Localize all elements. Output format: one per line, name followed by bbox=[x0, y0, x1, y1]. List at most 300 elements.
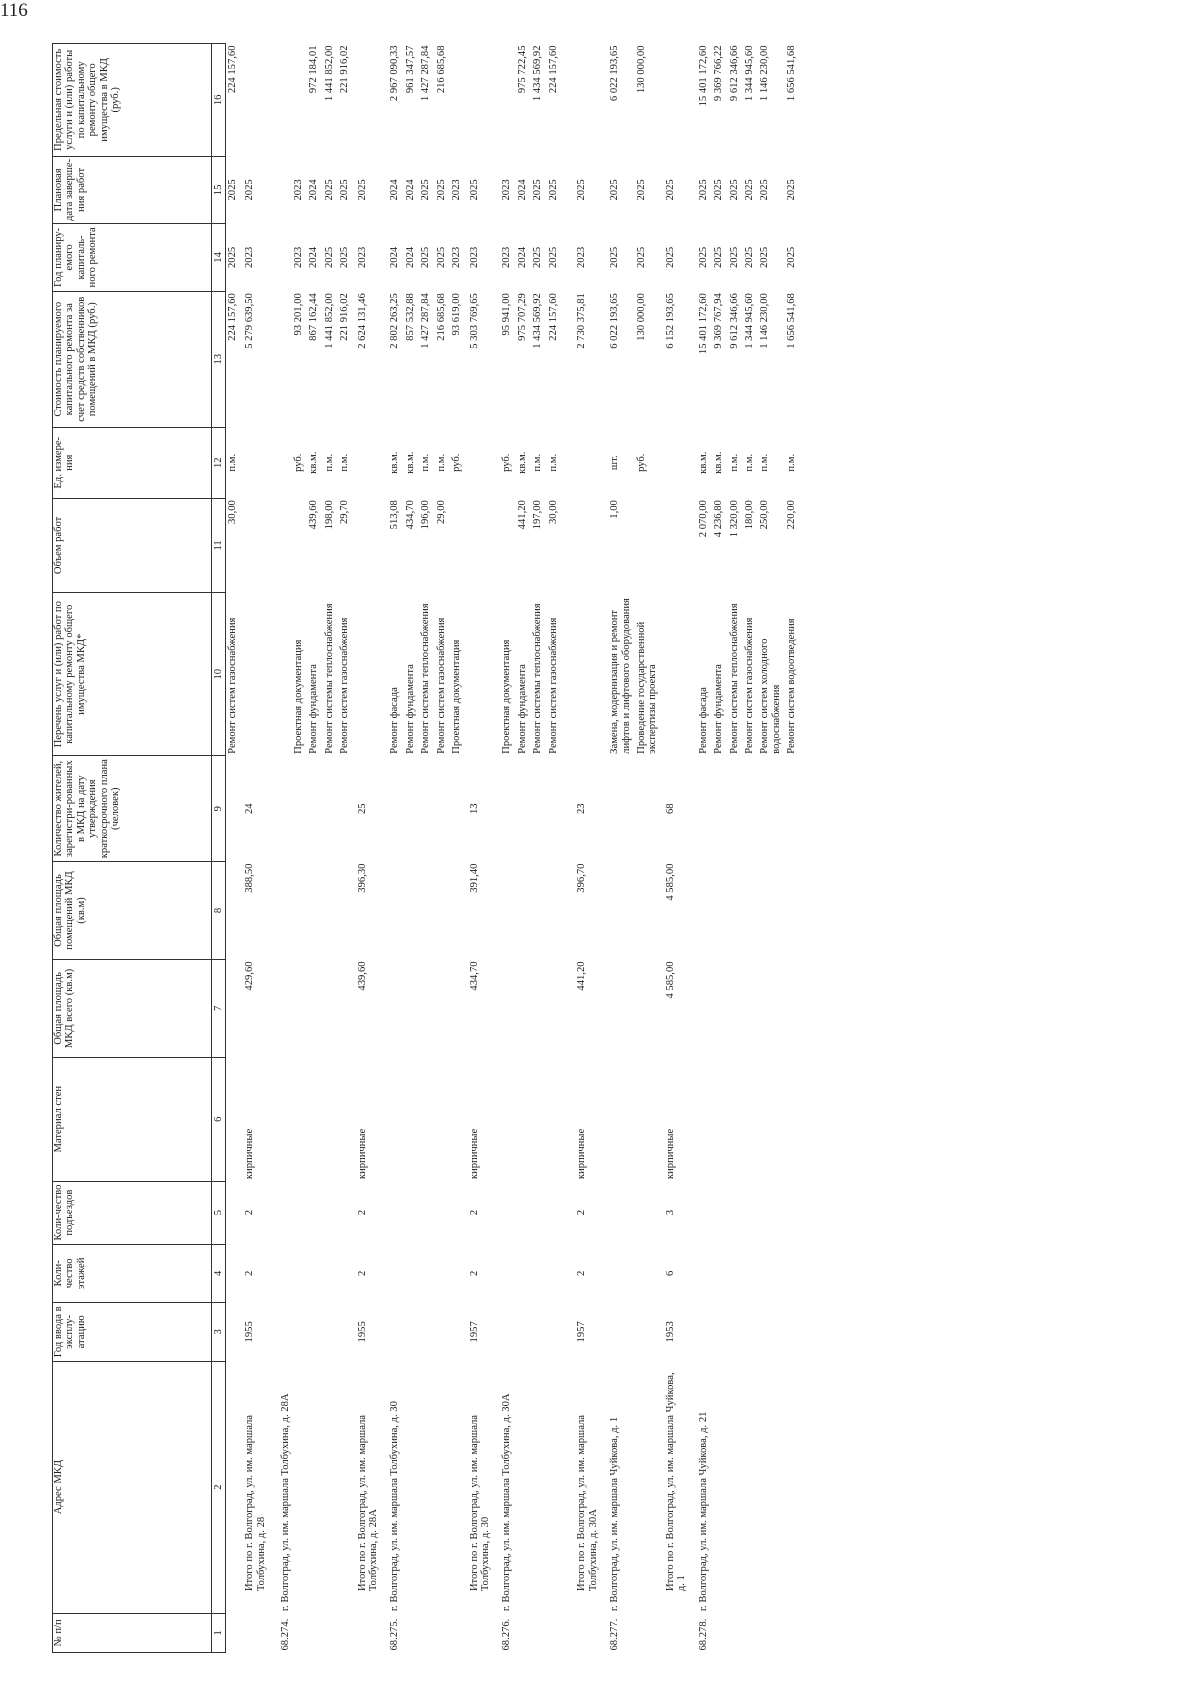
col-header: Предельная стоимость услуги и (или) работы по капитальному ремонту общего имущества в МКД (руб.) bbox=[53, 44, 212, 157]
address-cell bbox=[226, 1361, 242, 1613]
unit-cell: п.м. bbox=[420, 453, 432, 472]
cost-limit-cell: 1 344 945,60 bbox=[744, 45, 755, 102]
planned-cost-cell: 5 303 769,65 bbox=[468, 293, 480, 349]
table-row bbox=[354, 44, 389, 1653]
row-number bbox=[758, 1613, 785, 1652]
work-type-cell bbox=[662, 593, 697, 756]
premises-area-cell bbox=[635, 862, 662, 960]
address-cell bbox=[419, 1361, 434, 1613]
total-area-cell bbox=[608, 959, 635, 1057]
total-area-cell bbox=[307, 959, 322, 1057]
work-type-cell: Ремонт систем газоснабжения bbox=[227, 617, 238, 754]
wall-material-cell: кирпичные bbox=[356, 1128, 368, 1180]
year-built-cell bbox=[338, 1303, 353, 1362]
repair-year-cell: 2025 bbox=[635, 246, 647, 268]
work-type-cell: Ремонт фасада bbox=[389, 687, 401, 754]
cost-limit-cell bbox=[562, 44, 608, 157]
planned-cost-cell: 975 707,29 bbox=[516, 293, 528, 341]
floors-cell bbox=[608, 1244, 635, 1303]
cost-limit-cell bbox=[450, 44, 465, 157]
unit-cell bbox=[276, 427, 291, 498]
cost-limit-cell: 1 441 852,00 bbox=[323, 45, 335, 102]
floors-cell bbox=[404, 1244, 419, 1303]
residents-cell bbox=[531, 756, 546, 862]
cost-limit-cell: 224 157,60 bbox=[227, 45, 238, 94]
row-number bbox=[531, 1613, 546, 1652]
table-row bbox=[276, 44, 291, 1653]
unit-cell: п.м. bbox=[786, 453, 798, 472]
end-date-cell: 2025 bbox=[547, 179, 559, 201]
repair-year-cell: 2024 bbox=[308, 246, 320, 268]
entrances-cell bbox=[450, 1181, 465, 1244]
entrances-cell: 3 bbox=[664, 1209, 676, 1216]
premises-area-cell bbox=[388, 862, 403, 960]
floors-cell bbox=[323, 1244, 338, 1303]
wall-material-cell bbox=[435, 1057, 450, 1181]
unit-cell: п.м. bbox=[532, 453, 544, 472]
wall-material-cell: кирпичные bbox=[664, 1128, 676, 1180]
year-built-cell bbox=[608, 1303, 635, 1362]
cost-limit-cell: 9 612 346,66 bbox=[728, 45, 740, 102]
cost-limit-cell: 9 369 766,22 bbox=[713, 45, 725, 102]
table-row bbox=[419, 44, 434, 1653]
table-row bbox=[226, 44, 242, 1653]
col-header: Количество жителей, зарегистри-рованных в МКД на дату утверждения краткосрочного плана (человек) bbox=[53, 756, 212, 862]
planned-cost-cell: 93 619,00 bbox=[451, 293, 463, 336]
total-area-cell bbox=[743, 959, 758, 1057]
premises-area-cell: 4 585,00 bbox=[664, 863, 676, 901]
wall-material-cell: кирпичные bbox=[468, 1128, 480, 1180]
address-cell bbox=[547, 1361, 562, 1613]
year-built-cell bbox=[697, 1303, 712, 1362]
residents-cell bbox=[388, 756, 403, 862]
total-area-cell bbox=[276, 959, 291, 1057]
unit-cell: п.м. bbox=[728, 453, 740, 472]
year-built-cell bbox=[547, 1303, 562, 1362]
address-cell bbox=[728, 1361, 743, 1613]
total-area-cell bbox=[419, 959, 434, 1057]
premises-area-cell bbox=[292, 862, 307, 960]
planned-cost-cell: 1 434 569,92 bbox=[532, 293, 544, 349]
col-header: Стоимость планируемого капитального ремонта за счет средств собственников помещений в МКД (руб.) bbox=[53, 291, 212, 427]
cost-limit-cell: 1 434 569,92 bbox=[532, 45, 544, 102]
address-cell: Итого по г. Волгоград, ул. им. маршала Толбухина, д. 30 bbox=[468, 1415, 491, 1592]
unit-cell: кв.м. bbox=[697, 451, 709, 474]
work-type-cell: Ремонт систем газоснабжения bbox=[547, 617, 559, 754]
premises-area-cell bbox=[323, 862, 338, 960]
address-cell: г. Волгоград, ул. им. маршала Чуйкова, д. 21 bbox=[697, 1411, 709, 1612]
col-number: 5 bbox=[212, 1181, 226, 1244]
repair-year-cell: 2025 bbox=[664, 246, 676, 268]
planned-cost-cell: 6 022 193,65 bbox=[609, 293, 621, 349]
address-cell bbox=[323, 1361, 338, 1613]
repair-year-cell: 2023 bbox=[292, 246, 304, 268]
floors-cell bbox=[697, 1244, 712, 1303]
address-cell: Итого по г. Волгоград, ул. им. маршала Толбухина, д. 30А bbox=[576, 1415, 599, 1592]
row-number bbox=[404, 1613, 419, 1652]
planned-cost-cell: 2 624 131,46 bbox=[356, 293, 368, 349]
planned-cost-cell: 224 157,60 bbox=[547, 293, 559, 341]
residents-cell bbox=[404, 756, 419, 862]
end-date-cell: 2025 bbox=[664, 179, 676, 201]
floors-cell: 6 bbox=[664, 1270, 676, 1276]
wall-material-cell bbox=[697, 1057, 712, 1181]
row-number bbox=[466, 1613, 501, 1652]
residents-cell bbox=[500, 756, 515, 862]
repair-year-cell: 2023 bbox=[451, 246, 463, 268]
entrances-cell bbox=[307, 1181, 322, 1244]
total-area-cell bbox=[531, 959, 546, 1057]
total-area-cell bbox=[758, 959, 785, 1057]
page-number: 116 bbox=[0, 0, 28, 21]
residents-cell: 25 bbox=[356, 803, 368, 814]
col-number: 8 bbox=[212, 862, 226, 960]
total-area-cell bbox=[712, 959, 727, 1057]
entrances-cell bbox=[435, 1181, 450, 1244]
col-header: Плановая дата заверше-ния работ bbox=[53, 156, 212, 224]
wall-material-cell bbox=[323, 1057, 338, 1181]
work-type-cell: Ремонт системы теплоснабжения bbox=[728, 603, 740, 754]
residents-cell bbox=[547, 756, 562, 862]
residents-cell bbox=[307, 756, 322, 862]
residents-cell bbox=[697, 756, 712, 862]
address-cell: г. Волгоград, ул. им. маршала Толбухина, д. 30 bbox=[389, 1401, 401, 1612]
unit-cell: кв.м. bbox=[713, 451, 725, 474]
entrances-cell bbox=[388, 1181, 403, 1244]
residents-cell: 23 bbox=[576, 803, 588, 814]
work-volume-cell: 513,08 bbox=[389, 500, 401, 530]
floors-cell bbox=[307, 1244, 322, 1303]
premises-area-cell bbox=[226, 862, 242, 960]
year-built-cell bbox=[500, 1303, 515, 1362]
total-area-cell bbox=[226, 959, 242, 1057]
residents-cell bbox=[516, 756, 531, 862]
year-built-cell: 1955 bbox=[356, 1321, 368, 1343]
wall-material-cell bbox=[516, 1057, 531, 1181]
unit-cell: п.м. bbox=[323, 453, 335, 472]
work-type-cell: Ремонт фундамента bbox=[713, 664, 725, 754]
table-row bbox=[662, 44, 697, 1653]
repair-year-cell: 2025 bbox=[435, 246, 447, 268]
entrances-cell bbox=[758, 1181, 785, 1244]
col-number: 2 bbox=[212, 1361, 226, 1613]
planned-cost-cell bbox=[276, 291, 291, 427]
work-type-cell bbox=[466, 593, 501, 756]
row-number bbox=[450, 1613, 465, 1652]
work-volume-cell bbox=[276, 498, 291, 593]
entrances-cell bbox=[531, 1181, 546, 1244]
unit-cell: п.м. bbox=[744, 453, 755, 472]
residents-cell: 13 bbox=[468, 803, 480, 814]
work-volume-cell bbox=[354, 498, 389, 593]
premises-area-cell bbox=[531, 862, 546, 960]
work-type-cell: Ремонт систем холодного водоснабжения bbox=[759, 638, 782, 754]
work-volume-cell: 441,20 bbox=[516, 500, 528, 530]
wall-material-cell bbox=[743, 1057, 758, 1181]
col-header: Адрес МКД bbox=[53, 1361, 212, 1613]
address-cell bbox=[450, 1361, 465, 1613]
row-number bbox=[419, 1613, 434, 1652]
entrances-cell bbox=[419, 1181, 434, 1244]
total-area-cell: 4 585,00 bbox=[664, 961, 676, 999]
unit-cell: руб. bbox=[501, 453, 513, 472]
work-volume-cell: 198,00 bbox=[323, 500, 335, 530]
residents-cell bbox=[338, 756, 353, 862]
total-area-cell bbox=[516, 959, 531, 1057]
col-number: 3 bbox=[212, 1303, 226, 1362]
work-volume-cell: 197,00 bbox=[532, 500, 544, 530]
planned-cost-cell: 221 916,02 bbox=[339, 293, 351, 341]
table-row bbox=[435, 44, 450, 1653]
floors-cell bbox=[276, 1244, 291, 1303]
total-area-cell: 441,20 bbox=[576, 961, 588, 991]
repair-year-cell: 2023 bbox=[501, 246, 513, 268]
cost-limit-cell: 130 000,00 bbox=[635, 45, 647, 94]
floors-cell bbox=[712, 1244, 727, 1303]
col-header: Год планиру-емого капиталь-ного ремонта bbox=[53, 224, 212, 292]
table-row bbox=[758, 44, 785, 1653]
year-built-cell bbox=[635, 1303, 662, 1362]
row-number: 68.277. bbox=[609, 1618, 621, 1651]
end-date-cell: 2024 bbox=[308, 179, 320, 201]
total-area-cell bbox=[292, 959, 307, 1057]
repair-year-cell: 2025 bbox=[697, 246, 709, 268]
work-volume-cell: 2 070,00 bbox=[697, 500, 709, 538]
work-type-cell: Проектная документация bbox=[451, 639, 463, 754]
repair-year-cell: 2025 bbox=[339, 246, 351, 268]
address-cell bbox=[404, 1361, 419, 1613]
year-built-cell bbox=[276, 1303, 291, 1362]
work-type-cell bbox=[241, 593, 276, 756]
work-type-cell: Ремонт систем газоснабжения bbox=[744, 617, 755, 754]
unit-cell: п.м. bbox=[339, 453, 351, 472]
floors-cell bbox=[226, 1244, 242, 1303]
work-volume-cell: 196,00 bbox=[420, 500, 432, 530]
repair-year-cell: 2025 bbox=[227, 246, 238, 268]
year-built-cell bbox=[712, 1303, 727, 1362]
entrances-cell: 2 bbox=[576, 1209, 588, 1216]
address-cell bbox=[338, 1361, 353, 1613]
col-number: 11 bbox=[212, 498, 226, 593]
residents-cell bbox=[785, 756, 800, 862]
unit-cell bbox=[354, 427, 389, 498]
work-type-cell: Ремонт фундамента bbox=[404, 664, 416, 754]
premises-area-cell bbox=[435, 862, 450, 960]
entrances-cell bbox=[712, 1181, 727, 1244]
col-number: 13 bbox=[212, 291, 226, 427]
end-date-cell: 2025 bbox=[435, 179, 447, 201]
unit-cell bbox=[662, 427, 697, 498]
table-row bbox=[697, 44, 712, 1653]
work-type-cell: Замена, модернизация и ремонт лифтов и лифтового оборудования bbox=[609, 598, 632, 754]
floors-cell: 2 bbox=[244, 1270, 256, 1276]
premises-area-cell bbox=[516, 862, 531, 960]
capital-repair-table bbox=[52, 43, 801, 1653]
work-type-cell: Ремонт фундамента bbox=[516, 664, 528, 754]
premises-area-cell bbox=[547, 862, 562, 960]
table-row bbox=[307, 44, 322, 1653]
entrances-cell bbox=[728, 1181, 743, 1244]
year-built-cell: 1955 bbox=[244, 1321, 256, 1343]
cost-limit-cell bbox=[241, 44, 276, 157]
row-number bbox=[635, 1613, 662, 1652]
residents-cell bbox=[608, 756, 635, 862]
wall-material-cell bbox=[547, 1057, 562, 1181]
table-row bbox=[712, 44, 727, 1653]
unit-cell: руб. bbox=[451, 453, 463, 472]
work-volume-cell: 1,00 bbox=[609, 500, 621, 519]
row-number: 68.274. bbox=[280, 1618, 292, 1651]
work-volume-cell: 29,00 bbox=[435, 500, 447, 525]
premises-area-cell bbox=[500, 862, 515, 960]
total-area-cell bbox=[435, 959, 450, 1057]
wall-material-cell bbox=[712, 1057, 727, 1181]
col-number: 10 bbox=[212, 593, 226, 756]
repair-year-cell: 2023 bbox=[356, 246, 368, 268]
table-row bbox=[562, 44, 608, 1653]
table-row bbox=[608, 44, 635, 1653]
residents-cell bbox=[292, 756, 307, 862]
unit-cell bbox=[241, 427, 276, 498]
end-date-cell: 2025 bbox=[576, 179, 588, 201]
residents-cell bbox=[435, 756, 450, 862]
work-volume-cell bbox=[500, 498, 515, 593]
unit-cell: руб. bbox=[635, 453, 647, 472]
cost-limit-cell bbox=[354, 44, 389, 157]
wall-material-cell: кирпичные bbox=[576, 1128, 588, 1180]
row-number bbox=[226, 1613, 242, 1652]
cost-limit-cell: 1 427 287,84 bbox=[420, 45, 432, 102]
cost-limit-cell: 2 967 090,33 bbox=[389, 45, 401, 102]
premises-area-cell bbox=[743, 862, 758, 960]
planned-cost-cell: 5 279 639,50 bbox=[244, 293, 256, 349]
table-row bbox=[743, 44, 758, 1653]
col-number: 16 bbox=[212, 44, 226, 157]
entrances-cell bbox=[697, 1181, 712, 1244]
floors-cell bbox=[635, 1244, 662, 1303]
col-number: 15 bbox=[212, 156, 226, 224]
planned-cost-cell: 2 730 375,81 bbox=[576, 293, 588, 349]
floors-cell bbox=[435, 1244, 450, 1303]
end-date-cell: 2025 bbox=[744, 179, 755, 201]
table-row bbox=[292, 44, 307, 1653]
total-area-cell: 434,70 bbox=[468, 961, 480, 991]
row-number bbox=[354, 1613, 389, 1652]
wall-material-cell bbox=[635, 1057, 662, 1181]
work-volume-cell: 220,00 bbox=[786, 500, 798, 530]
cost-limit-cell: 1 656 541,68 bbox=[786, 45, 798, 102]
total-area-cell bbox=[450, 959, 465, 1057]
planned-cost-cell: 1 441 852,00 bbox=[323, 293, 335, 349]
floors-cell bbox=[547, 1244, 562, 1303]
year-built-cell bbox=[743, 1303, 758, 1362]
table-row bbox=[516, 44, 531, 1653]
wall-material-cell bbox=[728, 1057, 743, 1181]
work-type-cell: Ремонт систем газоснабжения bbox=[435, 617, 447, 754]
year-built-cell bbox=[323, 1303, 338, 1362]
address-cell: Итого по г. Волгоград, ул. им. маршала Толбухина, д. 28А bbox=[356, 1415, 379, 1592]
total-area-cell: 439,60 bbox=[356, 961, 368, 991]
end-date-cell: 2025 bbox=[786, 179, 798, 201]
row-number bbox=[435, 1613, 450, 1652]
row-number bbox=[547, 1613, 562, 1652]
entrances-cell bbox=[608, 1181, 635, 1244]
end-date-cell: 2024 bbox=[389, 179, 401, 201]
end-date-cell: 2025 bbox=[468, 179, 480, 201]
repair-year-cell: 2025 bbox=[532, 246, 544, 268]
year-built-cell bbox=[758, 1303, 785, 1362]
col-number: 6 bbox=[212, 1057, 226, 1181]
repair-year-cell: 2025 bbox=[609, 246, 621, 268]
premises-area-cell bbox=[758, 862, 785, 960]
year-built-cell: 1957 bbox=[468, 1321, 480, 1343]
repair-year-cell: 2025 bbox=[420, 246, 432, 268]
premises-area-cell bbox=[785, 862, 800, 960]
work-type-cell: Ремонт фасада bbox=[697, 687, 709, 754]
row-number: 68.278. bbox=[697, 1618, 709, 1651]
end-date-cell: 2025 bbox=[713, 179, 725, 201]
entrances-cell bbox=[743, 1181, 758, 1244]
planned-cost-cell: 867 162,44 bbox=[308, 293, 320, 341]
entrances-cell bbox=[276, 1181, 291, 1244]
work-volume-cell: 250,00 bbox=[759, 500, 771, 530]
work-volume-cell: 439,60 bbox=[308, 500, 320, 530]
total-area-cell bbox=[404, 959, 419, 1057]
planned-cost-cell: 2 802 263,25 bbox=[389, 293, 401, 349]
work-volume-cell: 30,00 bbox=[227, 500, 238, 525]
year-built-cell bbox=[785, 1303, 800, 1362]
unit-cell: шт. bbox=[609, 455, 621, 471]
end-date-cell: 2023 bbox=[292, 179, 304, 201]
col-number: 9 bbox=[212, 756, 226, 862]
planned-cost-cell: 15 401 172,60 bbox=[697, 293, 709, 355]
work-volume-cell: 4 236,80 bbox=[713, 500, 725, 538]
residents-cell bbox=[635, 756, 662, 862]
end-date-cell: 2025 bbox=[728, 179, 740, 201]
work-volume-cell: 1 320,00 bbox=[728, 500, 740, 538]
planned-cost-cell: 1 146 230,00 bbox=[759, 293, 771, 349]
residents-cell bbox=[758, 756, 785, 862]
total-area-cell bbox=[697, 959, 712, 1057]
residents-cell bbox=[450, 756, 465, 862]
end-date-cell: 2025 bbox=[609, 179, 621, 201]
total-area-cell bbox=[388, 959, 403, 1057]
work-type-cell: Ремонт системы теплоснабжения bbox=[420, 603, 432, 754]
col-header: Ед. измере-ния bbox=[53, 427, 212, 498]
total-area-cell bbox=[338, 959, 353, 1057]
planned-cost-cell: 1 656 541,68 bbox=[786, 293, 798, 349]
wall-material-cell bbox=[388, 1057, 403, 1181]
cost-limit-cell bbox=[662, 44, 697, 157]
cost-limit-cell bbox=[466, 44, 501, 157]
floors-cell bbox=[531, 1244, 546, 1303]
col-number: 14 bbox=[212, 224, 226, 292]
work-type-cell: Ремонт системы теплоснабжения bbox=[532, 603, 544, 754]
end-date-cell: 2025 bbox=[244, 179, 256, 201]
unit-cell bbox=[562, 427, 608, 498]
address-cell bbox=[758, 1361, 785, 1613]
premises-area-cell bbox=[307, 862, 322, 960]
floors-cell bbox=[758, 1244, 785, 1303]
table-row bbox=[404, 44, 419, 1653]
premises-area-cell bbox=[419, 862, 434, 960]
col-header: Коли-чество подъездов bbox=[53, 1181, 212, 1244]
address-cell bbox=[635, 1361, 662, 1613]
wall-material-cell: кирпичные bbox=[244, 1128, 256, 1180]
planned-cost-cell: 857 532,88 bbox=[404, 293, 416, 341]
floors-cell: 2 bbox=[468, 1270, 480, 1276]
wall-material-cell bbox=[276, 1057, 291, 1181]
